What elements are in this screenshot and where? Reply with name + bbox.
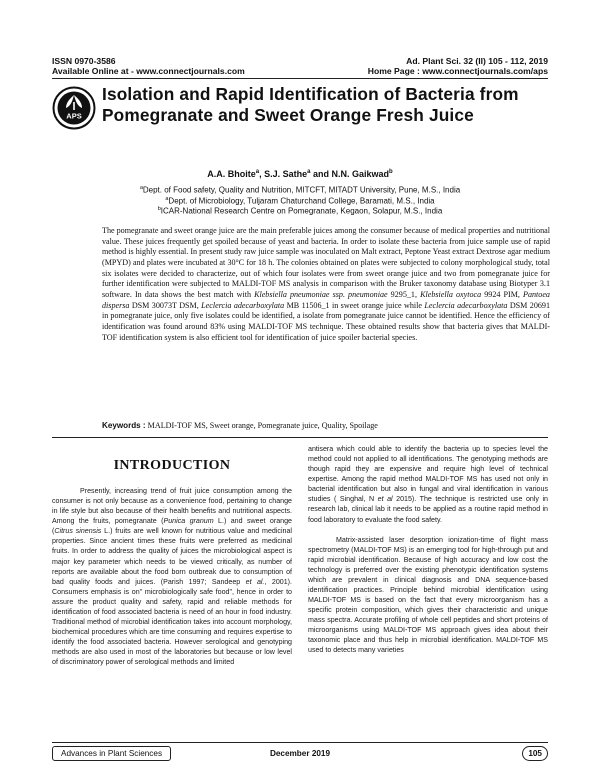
paragraph-text: Matrix-assisted laser desorption ionization-time of flight mass spectrometry (MALDI-TOF MS) is an emerging tool for high-through put and rapid microbial identification. Because of high accuracy and low cost the technology is preferred over the existing phenotypic identification systems which are prevalent in clinical diagnosis and DNA sequence-based identification practices. Principle behind microbial identification using MALDI-TOF MS is based on the fact that every microorganism has a specific protein composition, which gives their characteristic and unique mass spectra. Accurate profiling of whole cell peptides and short proteins of microorganisms using MALDI-TOF MS approach gives idea about their taxonomic place and thus help in microbial identification. MALDI-TOF MS used to detects many varieties: [308, 535, 548, 655]
species-name: Leclercia adecarboxylata: [424, 300, 508, 310]
author-1: A.A. Bhoite: [207, 169, 256, 179]
paragraph-text: , 2001). Consumers emphasis is on" microbiologically safe food", hence in order to assure the product quality and safety, rapid and reliable methods for identification of food associated bacteria is need of an hour in food industry. Traditional method of microbial identification takes into account morphology, biochemical procedures which are time consuming and requires expertise to identify the food associated bacteria. However serological and genotyping methods are also used in most of the laboratories but because or low level of discriminatory power of serological methods and limited: [52, 577, 292, 667]
abstract-text-3: 9924 PIM,: [481, 289, 523, 299]
species-name: Klebsiella oxytoca: [420, 289, 482, 299]
abstract-text-4: DSM 30073T DSM,: [129, 300, 202, 310]
paragraph-text: L.) fruits are well known for nutritious value and medicinal properties. Since ancient times these fruits were preferred as medicinal fruits. In order to address the quality of juices the microbiological aspect is major key parameter which needs to be viewed critically, as number of reports are available about the food born outbreak due to consumption of bad quality foods and juices. (Parish 1997; Sandeep: [52, 527, 292, 586]
affiliation-3-sup: b: [157, 206, 161, 212]
keywords: [102, 421, 550, 430]
footer-date: December 2019: [269, 749, 331, 758]
keywords-text: MALDI-TOF MS, Sweet orange, Pomegranate juice, Quality, Spoilage: [145, 421, 378, 430]
abstract-text-5: MB 11506_1 in sweet orange juice while: [284, 300, 425, 310]
species-name: Klebsiella pneumoniae ssp. pneumoniae: [254, 289, 388, 299]
author-2-sup: a: [307, 169, 311, 175]
header-right: [368, 56, 548, 76]
author-2: , S.J. Sathe: [259, 169, 308, 179]
affiliation-2-sup: a: [165, 195, 169, 202]
abstract-text-2: 9295_1,: [387, 289, 421, 299]
species-name: Citrus sinensis: [54, 527, 102, 536]
abstract: [102, 226, 550, 343]
keywords-divider: [52, 437, 548, 438]
logo-text: APS: [66, 111, 82, 121]
keywords-label: Keywords :: [102, 421, 146, 430]
author-3-sup: b: [389, 169, 393, 175]
header-divider: [52, 78, 548, 79]
species-name: Leclercia adecarboxylata: [201, 300, 285, 310]
affiliation-1-text: Dept. of Food safety, Quality and Nutrition, MITCFT, MITADT University, Pune, M.S., India: [142, 185, 461, 195]
page-number: 105: [522, 746, 548, 761]
header-left: [52, 56, 245, 76]
body-column-left: [52, 486, 292, 667]
online-availability-text: Available Online at - www.connectjournals.com: [52, 66, 245, 76]
abstract-text-1: The pomegranate and sweet orange juice are the main preferable juices among the consumer because of medical properties and nutritional value. These juices frequently get spoiled because of yeast and bacteria. In order to isolate these bacteria from juice sample use of rapid method is highly essential. In present study raw juice sample was inoculated on Malt extract, Peptone Yeast extract Dextrose agar medium (MPYD) and plates were incubated at 30°C for 18 h. The colonies obtained on plates were subjected to colony morphological study, total six isolates were decided to characterize, out of which four isolates were from sweet orange juice and two from pomegranate juice for further identification were subjected to MALDI-TOF MS analysis in comparison with the Bruker taxonomy database using Biotyper 3.1 software. In data shows the best match with: [102, 226, 550, 299]
aps-logo-icon: [52, 86, 96, 130]
homepage-text: Home Page : www.connectjournals.com/aps: [367, 66, 548, 76]
paper-title: Isolation and Rapid Identification of Bacteria from Pomegranate and Sweet Orange Fresh Juice: [102, 84, 519, 125]
affiliation-1-sup: a: [139, 185, 143, 191]
body-column-right: [308, 444, 548, 656]
citation-etal: et al: [377, 495, 393, 504]
citation-etal: et al.: [245, 577, 265, 586]
citation-text: Ad. Plant Sci. 32 (II) 105 - 112, 2019: [406, 56, 548, 66]
affiliation-2-text: Dept. of Microbiology, Tuljaram Chaturchand College, Baramati, M.S., India: [168, 196, 435, 206]
abstract-text-6: DSM 20691 in pomegranate juice, only five isolates could be identified, a isolate from pomegranate juice cannot be identified. Hence the efficiency of identification was found around 83% using MALDI-TOF MS technique. These obtained results show that bacteria gives that MALDI-TOF identification system is also efficient tool for identification of juice spoiler bacterial species.: [102, 300, 551, 342]
footer-divider: [52, 742, 548, 743]
author-3: and N.N. Gaikwad: [310, 169, 390, 179]
paragraph-text: L.) and sweet orange (: [52, 517, 293, 536]
paragraph-text: antisera which could able to identify the bacteria up to species level the method could not applied to all identifications. The genotyping methods are though rapid they are expensive and require high level of technical expertise. Among the rapid method MALDI-TOF MS has used not only in bacterial identification but also in fungal and viral identification in various studies ( Singhal, N: [308, 445, 548, 504]
section-heading: INTRODUCTION: [113, 458, 231, 473]
species-name: Pantoea dispersa: [102, 289, 550, 310]
paragraph-text: 2015). The technique is restricted use only in research lab, clinical lab it needs to be applied as a routine rapid method in food laboratory to evaluate the food safety.: [308, 495, 548, 524]
affiliation-3: [0, 204, 600, 217]
author-1-sup: a: [255, 169, 260, 175]
affiliation-3-text: ICAR-National Research Centre on Pomegranate, Kegaon, Solapur, M.S., India: [160, 206, 443, 216]
paragraph: [308, 535, 548, 656]
issn-text: ISSN 0970-3586: [52, 56, 116, 66]
species-name: Punica granum: [163, 517, 214, 526]
author-list: [0, 169, 600, 179]
paragraph: [52, 486, 292, 667]
footer-journal-name: Advances in Plant Sciences: [52, 746, 171, 761]
paragraph: [308, 444, 548, 525]
paragraph-text: Presently, increasing trend of fruit juice consumption among the consumer is not only because as a convenience food, pertaining to change in life style but also because of their health benefits and nutritional aspects. Among the fruits, pomegranate (: [52, 487, 292, 526]
